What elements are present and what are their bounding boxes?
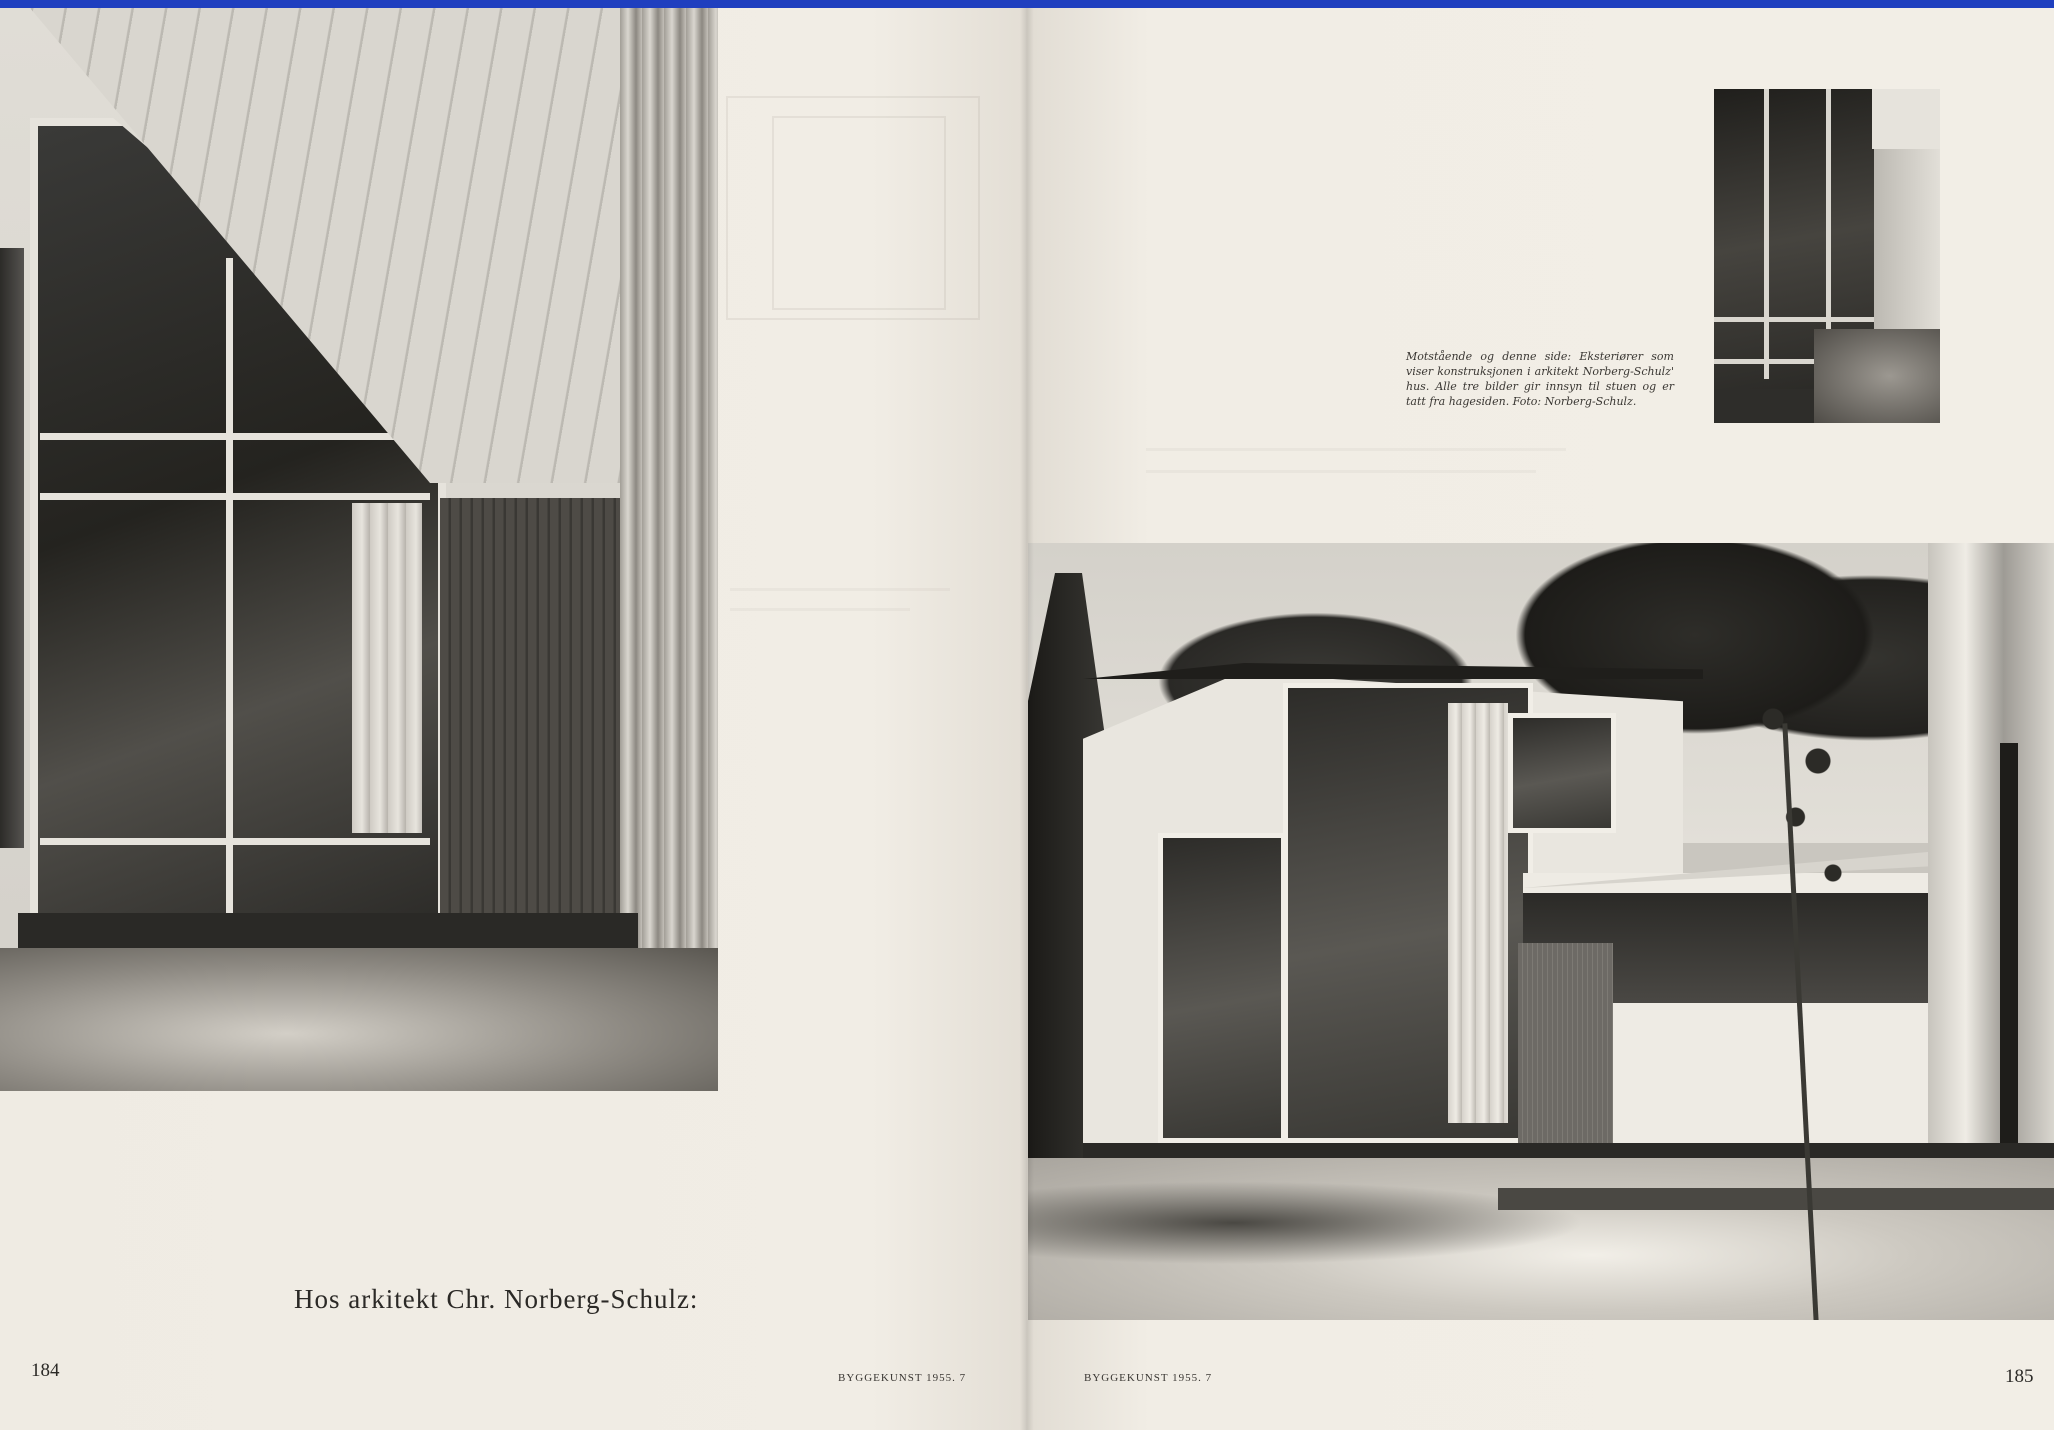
photo-house-garden-side [1028,543,2054,1320]
running-head-right: BYGGEKUNST 1955. 7 [1084,1372,1213,1384]
page-number-left: 184 [31,1360,60,1381]
running-head-left: BYGGEKUNST 1955. 7 [838,1372,967,1384]
book-gutter [1020,8,1034,1430]
magazine-spread [0,8,2054,1430]
show-through-ghost [730,608,910,611]
photo-glass-facade-small [1714,89,1940,423]
show-through-ghost [1146,448,1566,451]
photo-caption: Motstående og denne side: Eksteriører som viser konstruksjonen i arkitekt Norberg-Schulz' hus. Alle tre bilder gir innsyn til stuen og er tatt fra hagesiden. Foto: Norberg-Schulz. [1406,350,1674,408]
show-through-ghost [1146,470,1536,473]
left-page [0,8,1026,1430]
article-heading: Hos arkitekt Chr. Norberg-Schulz: [294,1284,699,1314]
show-through-ghost [730,588,950,591]
show-through-ghost [772,116,946,310]
photo-house-corner [0,8,718,1091]
page-number-right: 185 [2005,1366,2034,1387]
viewer-top-bar [0,0,2054,8]
